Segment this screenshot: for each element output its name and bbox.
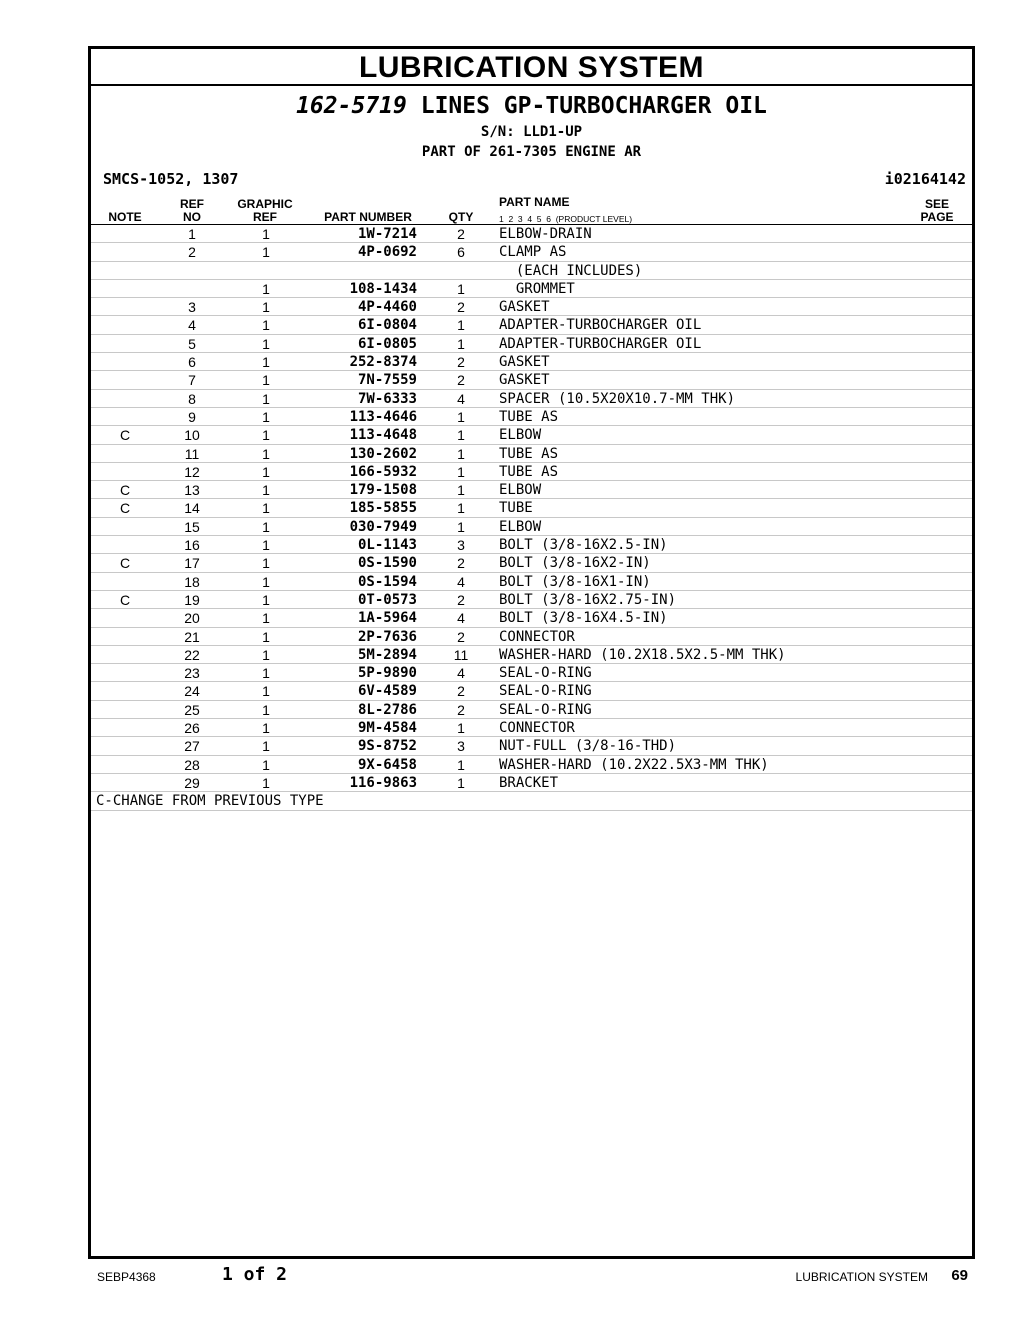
row-graphic-ref: 1 (262, 299, 270, 316)
row-part-number: 108-1434 (349, 280, 417, 297)
row-ref-number: 18 (184, 573, 200, 590)
row-note: C (119, 555, 131, 572)
table-row (91, 682, 972, 700)
row-graphic-ref: 1 (262, 738, 270, 755)
row-part-number: 9M-4584 (357, 720, 417, 737)
row-ref-number: 13 (184, 482, 200, 499)
table-row (91, 701, 972, 719)
row-qty: 2 (457, 372, 465, 389)
row-part-number: 6I-0804 (357, 317, 417, 334)
row-note: C (119, 482, 131, 499)
row-graphic-ref: 1 (262, 482, 270, 499)
row-part-name: CLAMP AS (499, 244, 567, 261)
row-ref-number: 20 (184, 610, 200, 627)
row-graphic-ref: 1 (262, 646, 270, 663)
row-part-number: 030-7949 (349, 518, 417, 535)
row-part-number: 0L-1143 (357, 537, 417, 554)
row-graphic-ref: 1 (262, 390, 270, 407)
row-part-number: 2P-7636 (357, 628, 417, 645)
table-row (91, 774, 972, 792)
row-qty: 4 (457, 390, 465, 407)
serial-number-range: S/N: LLD1-UP (480, 124, 583, 140)
row-part-number: 252-8374 (349, 354, 417, 371)
row-part-name: NUT-FULL (3/8-16-THD) (499, 738, 677, 755)
row-ref-number: 29 (184, 774, 200, 791)
table-header (91, 193, 972, 225)
row-ref-number: 6 (188, 354, 196, 371)
row-graphic-ref: 1 (262, 354, 270, 371)
row-ref-number: 28 (184, 756, 200, 773)
row-graphic-ref: 1 (262, 427, 270, 444)
row-qty: 1 (457, 445, 465, 462)
row-part-name: WASHER-HARD (10.2X18.5X2.5-MM THK) (499, 646, 786, 663)
row-part-name: GROMMET (499, 280, 575, 297)
row-ref-number: 26 (184, 720, 200, 737)
row-part-number: 179-1508 (349, 482, 417, 499)
parts-list-frame (88, 46, 975, 1259)
row-ref-number: 7 (188, 372, 196, 389)
row-qty: 2 (457, 591, 465, 608)
row-qty: 1 (457, 408, 465, 425)
row-qty: 1 (457, 335, 465, 352)
row-part-name: CONNECTOR (499, 720, 575, 737)
table-row (91, 573, 972, 591)
row-part-name: BRACKET (499, 774, 559, 791)
header-part-name: PART NAME (499, 195, 570, 209)
row-graphic-ref: 1 (262, 335, 270, 352)
row-graphic-ref: 1 (262, 226, 270, 242)
row-ref-number: 1 (188, 226, 196, 242)
row-qty: 2 (457, 555, 465, 572)
row-part-number: 7W-6333 (357, 390, 417, 407)
header-graphic-bottom: REF (253, 210, 277, 224)
row-part-name: BOLT (3/8-16X4.5-IN) (499, 610, 668, 627)
row-part-number: 185-5855 (349, 500, 417, 517)
row-qty: 1 (457, 720, 465, 737)
row-graphic-ref: 1 (262, 610, 270, 627)
row-part-number: 1A-5964 (357, 610, 417, 627)
group-part-number: 162-5719 (296, 93, 407, 119)
row-qty: 1 (457, 317, 465, 334)
table-row (91, 298, 972, 316)
row-part-name: ELBOW (499, 518, 542, 535)
row-ref-number: 3 (188, 299, 196, 316)
table-row (91, 591, 972, 609)
row-qty: 2 (457, 683, 465, 700)
footnote: C-CHANGE FROM PREVIOUS TYPE (91, 792, 972, 810)
row-ref-number: 5 (188, 335, 196, 352)
row-part-name: TUBE AS (499, 445, 559, 462)
row-part-number: 6I-0805 (357, 335, 417, 352)
row-graphic-ref: 1 (262, 720, 270, 737)
part-of-assembly: PART OF 261-7305 ENGINE AR (421, 144, 642, 160)
info-id: i02164142 (884, 170, 966, 188)
table-row (91, 756, 972, 774)
row-graphic-ref: 1 (262, 537, 270, 554)
row-qty: 2 (457, 628, 465, 645)
row-graphic-ref: 1 (262, 591, 270, 608)
row-graphic-ref: 1 (262, 372, 270, 389)
row-graphic-ref: 1 (262, 701, 270, 718)
row-part-number: 130-2602 (349, 445, 417, 462)
row-part-number: 7N-7559 (357, 372, 417, 389)
row-graphic-ref: 1 (262, 573, 270, 590)
row-qty: 1 (457, 427, 465, 444)
row-ref-number: 14 (184, 500, 200, 517)
row-ref-number: 22 (184, 646, 200, 663)
row-part-name: TUBE (499, 500, 533, 517)
row-ref-number: 4 (188, 317, 196, 334)
row-ref-number: 21 (184, 628, 200, 645)
header-graphic-top: GRAPHIC (237, 197, 293, 211)
row-part-number: 0T-0573 (357, 591, 417, 608)
row-graphic-ref: 1 (262, 445, 270, 462)
row-graphic-ref: 1 (262, 317, 270, 334)
row-qty: 4 (457, 665, 465, 682)
row-graphic-ref: 1 (262, 518, 270, 535)
row-part-name: GASKET (499, 354, 550, 371)
row-graphic-ref: 1 (262, 244, 270, 261)
row-part-name: CONNECTOR (499, 628, 575, 645)
row-graphic-ref: 1 (262, 500, 270, 517)
page-footer (0, 1262, 1020, 1292)
table-row (91, 609, 972, 627)
row-part-number: 9S-8752 (357, 738, 417, 755)
row-part-number: 116-9863 (349, 774, 417, 791)
row-qty: 2 (457, 354, 465, 371)
row-ref-number: 17 (184, 555, 200, 572)
footer-section-name: LUBRICATION SYSTEM (795, 1270, 928, 1284)
header-see-top: SEE (924, 197, 949, 211)
row-part-name: GASKET (499, 372, 550, 389)
row-qty: 2 (457, 226, 465, 242)
row-part-name: ELBOW (499, 427, 542, 444)
header-ref-bottom: NO (183, 210, 201, 224)
row-part-name: ELBOW-DRAIN (499, 226, 592, 242)
row-graphic-ref: 1 (262, 555, 270, 572)
parts-table-body (91, 225, 972, 811)
header-product-level: 1 2 3 4 5 6 (PRODUCT LEVEL) (499, 214, 633, 224)
table-row (91, 390, 972, 408)
group-name: LINES GP-TURBOCHARGER OIL (420, 93, 767, 119)
row-part-name: ADAPTER-TURBOCHARGER OIL (499, 317, 702, 334)
row-qty: 11 (453, 646, 469, 663)
group-title (91, 93, 972, 119)
row-part-number: 5P-9890 (357, 665, 417, 682)
row-part-number: 0S-1594 (357, 573, 417, 590)
row-part-name: ADAPTER-TURBOCHARGER OIL (499, 335, 702, 352)
row-part-number: 1W-7214 (357, 226, 417, 242)
row-graphic-ref: 1 (262, 665, 270, 682)
row-qty: 1 (457, 482, 465, 499)
table-row (91, 445, 972, 463)
row-part-name: GASKET (499, 299, 550, 316)
row-qty: 1 (457, 774, 465, 791)
header-qty: QTY (448, 210, 474, 224)
row-graphic-ref: 1 (262, 463, 270, 480)
row-part-number: 8L-2786 (357, 701, 417, 718)
table-row (91, 536, 972, 554)
row-qty: 1 (457, 463, 465, 480)
row-ref-number: 24 (184, 683, 200, 700)
table-row (91, 737, 972, 755)
table-row (91, 628, 972, 646)
table-row (91, 426, 972, 444)
table-row (91, 353, 972, 371)
row-part-name: BOLT (3/8-16X1-IN) (499, 573, 651, 590)
row-part-number: 113-4648 (349, 427, 417, 444)
table-row (91, 499, 972, 517)
row-ref-number: 9 (188, 408, 196, 425)
row-part-number: 0S-1590 (357, 555, 417, 572)
row-graphic-ref: 1 (262, 628, 270, 645)
row-graphic-ref: 1 (262, 280, 270, 297)
row-qty: 4 (457, 573, 465, 590)
row-part-name: TUBE AS (499, 463, 559, 480)
row-ref-number: 25 (184, 701, 200, 718)
row-qty: 1 (457, 500, 465, 517)
row-ref-number: 27 (184, 738, 200, 755)
table-row (91, 664, 972, 682)
header-note: NOTE (108, 210, 142, 224)
table-row (91, 554, 972, 572)
section-title: LUBRICATION SYSTEM (91, 49, 972, 86)
table-row (91, 225, 972, 243)
row-note: C (119, 427, 131, 444)
row-graphic-ref: 1 (262, 408, 270, 425)
table-row (91, 335, 972, 353)
row-qty: 3 (457, 537, 465, 554)
document-id: SEBP4368 (97, 1270, 156, 1284)
table-row (91, 518, 972, 536)
table-row (91, 316, 972, 334)
table-row (91, 371, 972, 389)
row-ref-number: 23 (184, 665, 200, 682)
page-number: 69 (951, 1267, 968, 1284)
row-note: C (119, 500, 131, 517)
row-part-number: 6V-4589 (357, 683, 417, 700)
row-qty: 1 (457, 518, 465, 535)
table-row (91, 262, 972, 280)
row-part-name: SPACER (10.5X20X10.7-MM THK) (499, 390, 736, 407)
row-part-name: BOLT (3/8-16X2.5-IN) (499, 537, 668, 554)
table-row (91, 481, 972, 499)
smcs-code: SMCS-1052, 1307 (103, 170, 239, 188)
header-see-bottom: PAGE (920, 210, 954, 224)
row-part-name: BOLT (3/8-16X2-IN) (499, 555, 651, 572)
row-qty: 2 (457, 299, 465, 316)
row-part-name: SEAL-O-RING (499, 665, 592, 682)
row-qty: 1 (457, 756, 465, 773)
row-ref-number: 8 (188, 390, 196, 407)
row-qty: 4 (457, 610, 465, 627)
row-graphic-ref: 1 (262, 774, 270, 791)
row-part-name: ELBOW (499, 482, 542, 499)
row-qty: 2 (457, 701, 465, 718)
table-row (91, 408, 972, 426)
table-row (91, 719, 972, 737)
row-ref-number: 16 (184, 537, 200, 554)
row-part-number: 5M-2894 (357, 646, 417, 663)
table-row (91, 463, 972, 481)
row-part-number: 9X-6458 (357, 756, 417, 773)
row-qty: 1 (457, 280, 465, 297)
row-graphic-ref: 1 (262, 756, 270, 773)
row-ref-number: 2 (188, 244, 196, 261)
table-row (91, 280, 972, 298)
row-part-number: 4P-0692 (357, 244, 417, 261)
row-part-name: (EACH INCLUDES) (499, 262, 643, 279)
row-ref-number: 10 (184, 427, 200, 444)
row-part-name: SEAL-O-RING (499, 683, 592, 700)
row-part-name: BOLT (3/8-16X2.75-IN) (499, 591, 677, 608)
row-note: C (119, 591, 131, 608)
row-part-name: TUBE AS (499, 408, 559, 425)
row-graphic-ref: 1 (262, 683, 270, 700)
row-qty: 6 (457, 244, 465, 261)
table-row (91, 243, 972, 261)
row-ref-number: 12 (184, 463, 200, 480)
row-part-name: SEAL-O-RING (499, 701, 592, 718)
row-ref-number: 11 (184, 445, 200, 462)
row-part-number: 166-5932 (349, 463, 417, 480)
page-of: 1 of 2 (222, 1264, 288, 1285)
header-ref-top: REF (180, 197, 204, 211)
row-part-number: 113-4646 (349, 408, 417, 425)
row-part-number: 4P-4460 (357, 299, 417, 316)
table-row (91, 646, 972, 664)
row-qty: 3 (457, 738, 465, 755)
row-ref-number: 19 (184, 591, 200, 608)
row-part-name: WASHER-HARD (10.2X22.5X3-MM THK) (499, 756, 769, 773)
row-ref-number: 15 (184, 518, 200, 535)
header-part-number: PART NUMBER (324, 210, 412, 224)
